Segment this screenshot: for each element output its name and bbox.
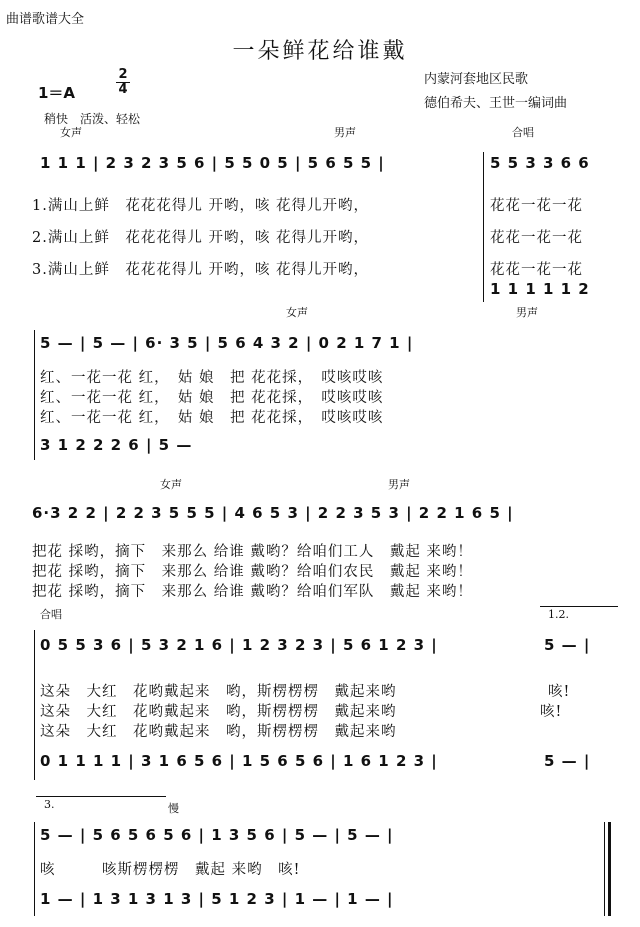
- chorus-label: 合唱: [512, 126, 534, 139]
- lyrics-verse-3: 3.满山上鲜 花花花得儿 开哟，咳 花得儿开哟，: [32, 262, 370, 278]
- notation-row-5: 5 — | 5 6 5 6 5 6 | 1 3 5 6 | 5 — | 5 — |: [40, 826, 394, 844]
- notation-row-3: 6·3 2 2 | 2 2 3 5 5 5 | 4 6 5 3 | 2 2 3 5 3 | 2 2 1 6 5 |: [32, 504, 514, 522]
- lyrics-verse-3: 把花 採哟，摘下 来那么 给谁 戴哟？给咱们军队 戴起 来哟！: [32, 584, 473, 600]
- song-title: 一朵鲜花给谁戴: [232, 39, 408, 64]
- system-barline: [34, 330, 35, 460]
- arranger-credit: 德伯希夫、王世一编词曲: [424, 96, 568, 111]
- male-label: 男声: [516, 306, 538, 319]
- notation-row-4: 0 5 5 3 6 | 5 3 2 1 6 | 1 2 3 2 3 | 5 6 1 2 3 |: [40, 636, 438, 654]
- ending-bracket: [540, 606, 618, 607]
- male-label: 男声: [334, 126, 356, 139]
- lower-voice-row-2: 3 1 2 2 2 6 | 5 —: [40, 436, 193, 454]
- female-label: 女声: [286, 306, 308, 319]
- system-barline: [34, 822, 35, 916]
- female-label: 女声: [60, 126, 82, 139]
- system-barline: [34, 630, 35, 780]
- lower-voice-row-5: 1 — | 1 3 1 3 1 3 | 5 1 2 3 | 1 — | 1 — |: [40, 890, 394, 908]
- lyrics-verse-3: 红、一花一花 红， 姑 娘 把 花花採， 哎咳哎咳: [40, 410, 384, 426]
- lower-voice-row-1: 1 1 1 1 1 2: [490, 280, 590, 298]
- lyrics-row-5: 咳 咳斯楞楞楞 戴起 来哟 咳!: [40, 862, 301, 878]
- lyrics-verse-2: 2.满山上鲜 花花花得儿 开哟，咳 花得儿开哟，: [32, 230, 370, 246]
- time-signature: $\frac{2}{4}$: [116, 68, 130, 97]
- lyrics-verse-3-chorus: 花花一花一花: [490, 262, 583, 278]
- notation-row-2: 5 — | 5 — | 6· 3 5 | 5 6 4 3 2 | 0 2 1 7 1 |: [40, 334, 414, 352]
- lyrics-verse-1: 这朵 大红 花哟戴起来 哟，斯楞楞楞 戴起来哟: [40, 684, 397, 700]
- notation-row-1-chorus: 5 5 3 3 6 6: [490, 154, 590, 172]
- female-label: 女声: [160, 478, 182, 491]
- lyrics-verse-1: 红、一花一花 红， 姑 娘 把 花花採， 哎咳哎咳: [40, 370, 384, 386]
- lyrics-verse-1-end: 咳!: [548, 684, 571, 700]
- notation-row-1: 1 1 1 | 2 3 2 3 5 6 | 5 5 0 5 | 5 6 5 5 |: [40, 154, 385, 172]
- lyrics-verse-2-chorus: 花花一花一花: [490, 230, 583, 246]
- tempo-marking: 稍快 活泼、轻松: [44, 112, 141, 126]
- origin-credit: 内蒙河套地区民歌: [424, 72, 529, 87]
- ending-3-marker: 3.: [44, 798, 55, 811]
- male-label: 男声: [388, 478, 410, 491]
- chorus-label: 合唱: [40, 608, 62, 621]
- final-barline: [604, 822, 605, 916]
- lyrics-verse-2: 把花 採哟，摘下 来那么 给谁 戴哟？给咱们农民 戴起 来哟！: [32, 564, 473, 580]
- lyrics-verse-1: 1.满山上鲜 花花花得儿 开哟，咳 花得儿开哟，: [32, 198, 370, 214]
- lyrics-verse-1-chorus: 花花一花一花: [490, 198, 583, 214]
- key-signature: 1＝A: [38, 84, 76, 102]
- lyrics-verse-2: 红、一花一花 红， 姑 娘 把 花花採， 哎咳哎咳: [40, 390, 384, 406]
- site-name: 曲谱歌谱大全: [6, 12, 85, 27]
- notation-row-4-ending: 5 — |: [544, 636, 591, 654]
- final-barline-thick: [608, 822, 611, 916]
- system-barline: [483, 152, 484, 302]
- lyrics-verse-3: 这朵 大红 花哟戴起来 哟，斯楞楞楞 戴起来哟: [40, 724, 397, 740]
- ending-1-2-marker: 1.2.: [548, 608, 569, 621]
- lyrics-verse-2: 这朵 大红 花哟戴起来 哟，斯楞楞楞 戴起来哟: [40, 704, 397, 720]
- ending-bracket: [36, 796, 166, 797]
- lower-voice-row-4: 0 1 1 1 1 | 3 1 6 5 6 | 1 5 6 5 6 | 1 6 1 2 3 |: [40, 752, 438, 770]
- slow-marking: 慢: [168, 802, 179, 815]
- lower-voice-row-4-ending: 5 — |: [544, 752, 591, 770]
- lyrics-verse-1: 把花 採哟，摘下 来那么 给谁 戴哟？给咱们工人 戴起 来哟！: [32, 544, 473, 560]
- lyrics-verse-2-end: 咳!: [540, 704, 563, 720]
